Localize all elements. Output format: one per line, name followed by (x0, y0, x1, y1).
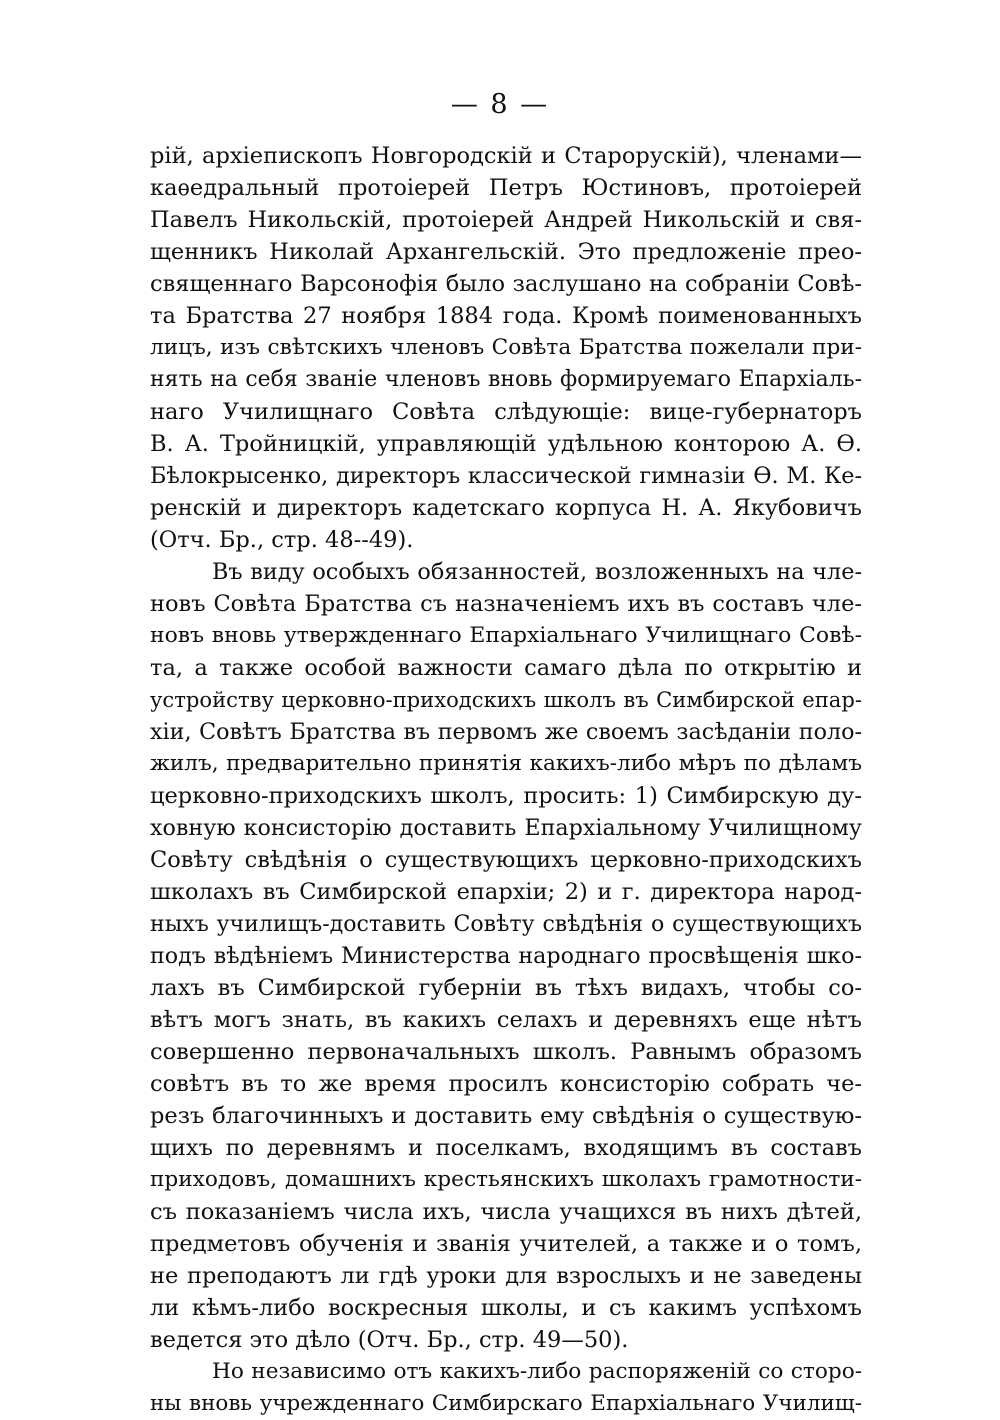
text-line: та, а также особой важности самаго дѣла по открытію и (150, 655, 862, 681)
text-line: ли кѣмъ-либо воскресныя школы, и съ какимъ успѣхомъ (150, 1295, 862, 1321)
text-line: Въ виду особыхъ обязанностей, возложенныхъ на чле- (212, 559, 862, 585)
text-line: лахъ въ Симбирской губерніи въ тѣхъ видахъ, чтобы со- (150, 975, 862, 1001)
text-line: ховную консисторію доставить Епархіальному Училищному (150, 815, 862, 841)
text-line: нять на себя званіе членовъ вновь формируемаго Епархіаль- (150, 367, 862, 392)
text-line: щихъ по деревнямъ и поселкамъ, входящимъ въ составъ (150, 1135, 862, 1161)
text-line: совѣтъ въ то же время просилъ консисторію собрать че- (150, 1071, 862, 1097)
text-line: священнаго Варсонофія было заслушано на собраніи Совѣ- (150, 271, 862, 297)
body-text (150, 140, 862, 1420)
text-line: рій, архіепископъ Новгородскій и Старорускій), членами— (150, 143, 862, 169)
text-line: жилъ, предварительно принятія какихъ-либо мѣръ по дѣламъ (150, 751, 862, 776)
text-line: школахъ въ Симбирской епархіи; 2) и г. директора народ- (150, 879, 862, 905)
text-line: вѣтъ могъ знать, въ какихъ селахъ и деревняхъ еще нѣтъ (150, 1007, 862, 1033)
text-line: устройству церковно-приходскихъ школъ въ Симбирской епар- (150, 687, 862, 712)
text-line: ныхъ училищъ-доставить Совѣту свѣдѣнія о существующихъ (150, 911, 862, 937)
text-line: Павелъ Никольскій, протоіерей Андрей Никольскій и свя- (150, 207, 862, 233)
text-line: щенникъ Николай Архангельскій. Это предложеніе прео- (150, 239, 862, 265)
text-line: (Отч. Бр., стр. 48--49). (150, 527, 414, 553)
text-line: новъ вновь утвержденнаго Епархіальнаго Училищнаго Совѣ- (150, 623, 862, 648)
text-line: Но независимо отъ какихъ-либо распоряженій со сторо- (212, 1359, 862, 1384)
text-line: подъ вѣдѣніемъ Министерства народнаго просвѣщенія шко- (150, 943, 862, 969)
text-line: совершенно первоначальныхъ школъ. Равнымъ образомъ (150, 1039, 862, 1065)
text-line: Совѣту свѣдѣнія о существующихъ церковно-приходскихъ (150, 847, 862, 873)
text-line: Бѣлокрысенко, директоръ классической гимназіи Ѳ. М. Ке- (150, 463, 862, 489)
text-line: предметовъ обученія и званія учителей, а также и о томъ, (150, 1231, 862, 1257)
text-line: приходовъ, домашнихъ крестьянскихъ школахъ грамотности- (150, 1167, 862, 1192)
text-line: хіи, Совѣтъ Братства въ первомъ же своемъ засѣданіи поло- (150, 719, 862, 745)
text-line: не преподаютъ ли гдѣ уроки для взрослыхъ и не заведены (150, 1263, 862, 1289)
text-line: новъ Совѣта Братства съ назначеніемъ ихъ въ составъ чле- (150, 591, 862, 617)
text-line: наго Училищнаго Совѣта слѣдующіе: вице-губернаторъ (150, 399, 862, 425)
text-line: каѳедральный протоіерей Петръ Юстиновъ, протоіерей (150, 175, 862, 201)
text-line: лицъ, изъ свѣтскихъ членовъ Совѣта Братства пожелали при- (150, 335, 862, 360)
text-line: церковно-приходскихъ школъ, просить: 1) Симбирскую ду- (150, 783, 862, 809)
page-number: — 8 — (450, 89, 550, 120)
text-line: ренскій и директоръ кадетскаго корпуса Н. А. Якубовичъ (150, 495, 862, 521)
text-line: резъ благочинныхъ и доставить ему свѣдѣнія о существую- (150, 1103, 862, 1129)
text-line: та Братства 27 ноября 1884 года. Кромѣ поименованныхъ (150, 303, 862, 329)
text-line: ведется это дѣло (Отч. Бр., стр. 49—50). (150, 1327, 629, 1353)
text-line: В. А. Тройницкій, управляющій удѣльною конторою А. Ѳ. (150, 431, 862, 457)
text-line: съ показаніемъ числа ихъ, числа учащихся въ нихъ дѣтей, (150, 1199, 862, 1225)
text-line: ны вновь учрежденнаго Симбирскаго Епархіальнаго Училищ- (150, 1391, 862, 1416)
